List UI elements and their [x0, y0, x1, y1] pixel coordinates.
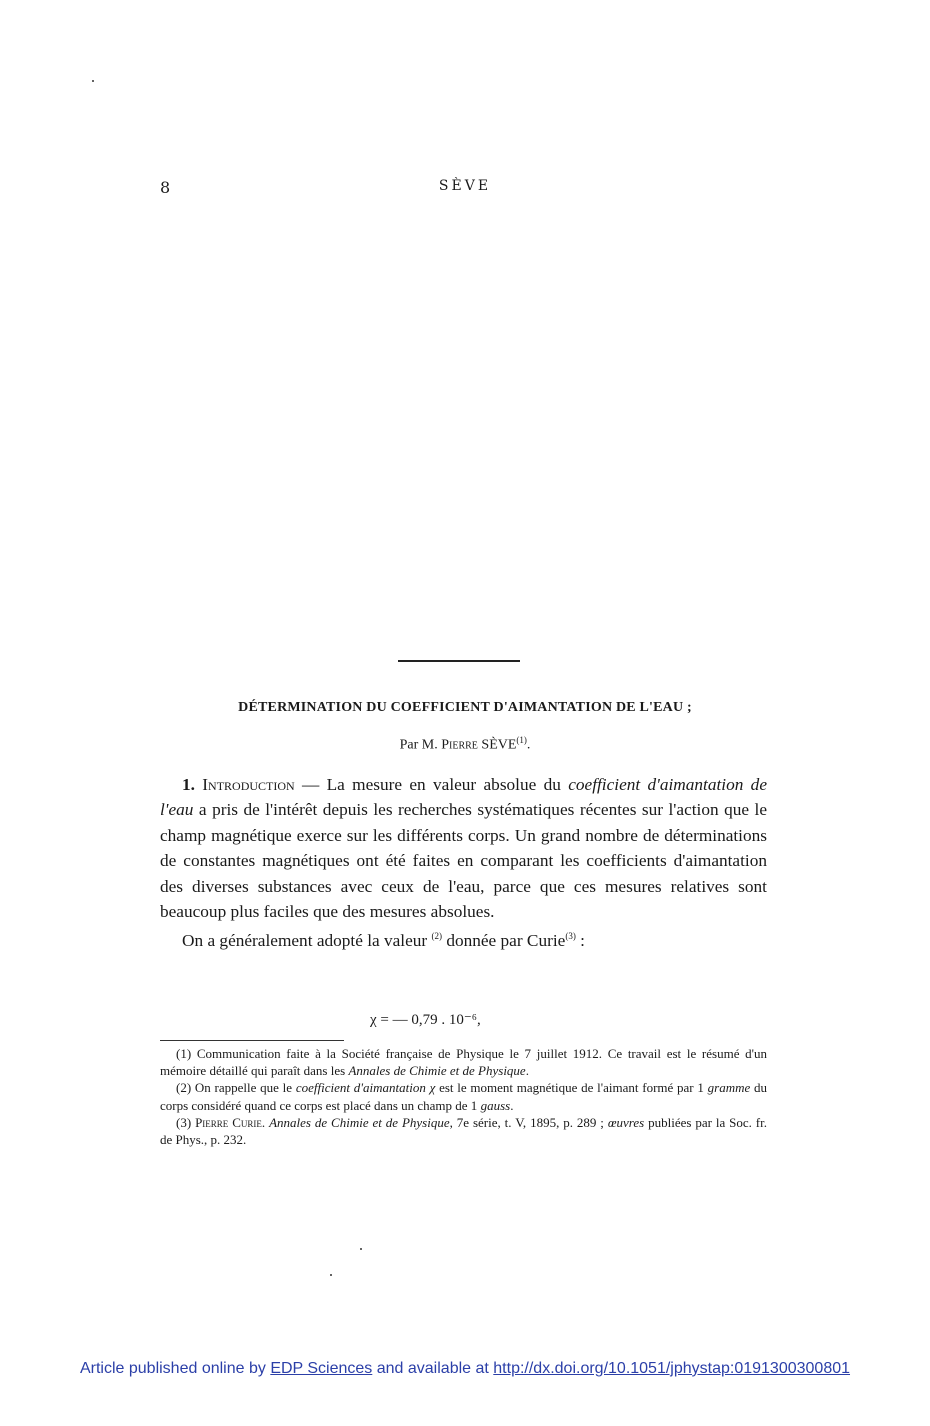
- p2-text-c: :: [575, 931, 585, 951]
- scan-speck: [330, 1274, 332, 1276]
- paragraph-introduction: [160, 772, 767, 924]
- footnote-2-text-d: .: [510, 1097, 514, 1113]
- footnote-3: [160, 1114, 767, 1148]
- section-title: Introduction: [202, 775, 295, 794]
- footnote-1-text: (1) Communication faite à la Société française de Physique le 7 juillet 1912. Ce travail est le résumé d'un mémoire détaillé qui paraît dans les: [160, 1046, 767, 1079]
- publisher-link[interactable]: EDP Sciences: [270, 1360, 373, 1377]
- paragraph-curie: [160, 924, 767, 953]
- footnote-2-italic-3: gauss: [480, 1097, 511, 1113]
- footnote-3-text-d: publiées par la Soc. fr. de Phys., p. 232.: [160, 1114, 768, 1148]
- byline-suffix: .: [526, 737, 531, 753]
- article-title: DÉTERMINATION DU COEFFICIENT D'AIMANTATION DE L'EAU ;: [238, 700, 692, 715]
- footnote-2-text-c: du corps considéré quand ce corps est placé dans un champ de 1: [160, 1080, 768, 1113]
- byline-author-last: SÈVE: [477, 737, 517, 753]
- running-head: SÈVE: [438, 178, 492, 194]
- footnote-ref-1: (1): [516, 735, 527, 745]
- footnote-2-text-a: (2) On rappelle que le: [176, 1080, 296, 1096]
- byline-prefix: Par M.: [399, 737, 442, 753]
- footnote-3-italic-2: œuvres: [607, 1114, 645, 1130]
- footnote-1: [160, 1045, 767, 1079]
- footnotes: [160, 1045, 767, 1148]
- footnote-1-end: .: [525, 1063, 529, 1079]
- footnote-ref-3: (3): [565, 931, 576, 942]
- footnote-2-text-b: est le moment magnétique de l'aimant formé par 1: [435, 1080, 708, 1096]
- footnote-3-text-b: .: [261, 1114, 270, 1130]
- footnote-2-italic-1: coefficient d'aimantation χ: [295, 1080, 436, 1096]
- footnote-2-italic-2: gramme: [707, 1080, 751, 1096]
- p1-italic: coefficient d'aimantation de l'eau: [160, 775, 767, 820]
- publication-footer: [0, 1360, 930, 1378]
- page-number: 8: [160, 178, 171, 197]
- p1-text-b: a pris de l'intérêt depuis les recherches systématiques récentes sur l'action que le champ magnétique exerce sur les différents corps. Un grand nombre de déterminations de constantes magnétiques ont été faites en comparant les coefficients d'aimantation des diverses substances avec ceux de l'eau, parce que ces mesures relatives sont beaucoup plus faciles que des mesures absolues.: [160, 800, 767, 922]
- footnote-3-italic-1: Annales de Chimie et de Physique: [269, 1114, 450, 1130]
- title-rule: [398, 660, 520, 662]
- footer-middle: and available at: [372, 1360, 494, 1377]
- footer-prefix: Article published online by: [79, 1360, 271, 1377]
- byline-author-first: Pierre: [441, 737, 478, 753]
- footnote-3-text-c: , 7e série, t. V, 1895, p. 289 ;: [449, 1114, 608, 1130]
- footnote-rule: [160, 1040, 344, 1041]
- byline: [0, 735, 930, 754]
- footnote-3-text-a: (3): [176, 1114, 196, 1130]
- p2-text-a: On a généralement adopté la valeur: [182, 931, 432, 951]
- footnote-2: [160, 1079, 767, 1113]
- p2-text-b: donnée par Curie: [442, 931, 566, 951]
- footnote-ref-2: (2): [431, 931, 442, 942]
- scan-speck: [360, 1248, 362, 1250]
- scan-speck: [92, 80, 94, 82]
- p1-text-a: — La mesure en valeur absolue du: [294, 775, 569, 794]
- article-body: [160, 772, 767, 954]
- equation-chi: χ = — 0,79 . 10⁻⁶,: [370, 1012, 481, 1028]
- section-number: 1.: [182, 775, 195, 794]
- footnote-3-author: Pierre Curie: [195, 1114, 262, 1130]
- doi-link[interactable]: http://dx.doi.org/10.1051/jphystap:0191300300801: [493, 1360, 851, 1377]
- footnote-1-italic: Annales de Chimie et de Physique: [348, 1063, 526, 1079]
